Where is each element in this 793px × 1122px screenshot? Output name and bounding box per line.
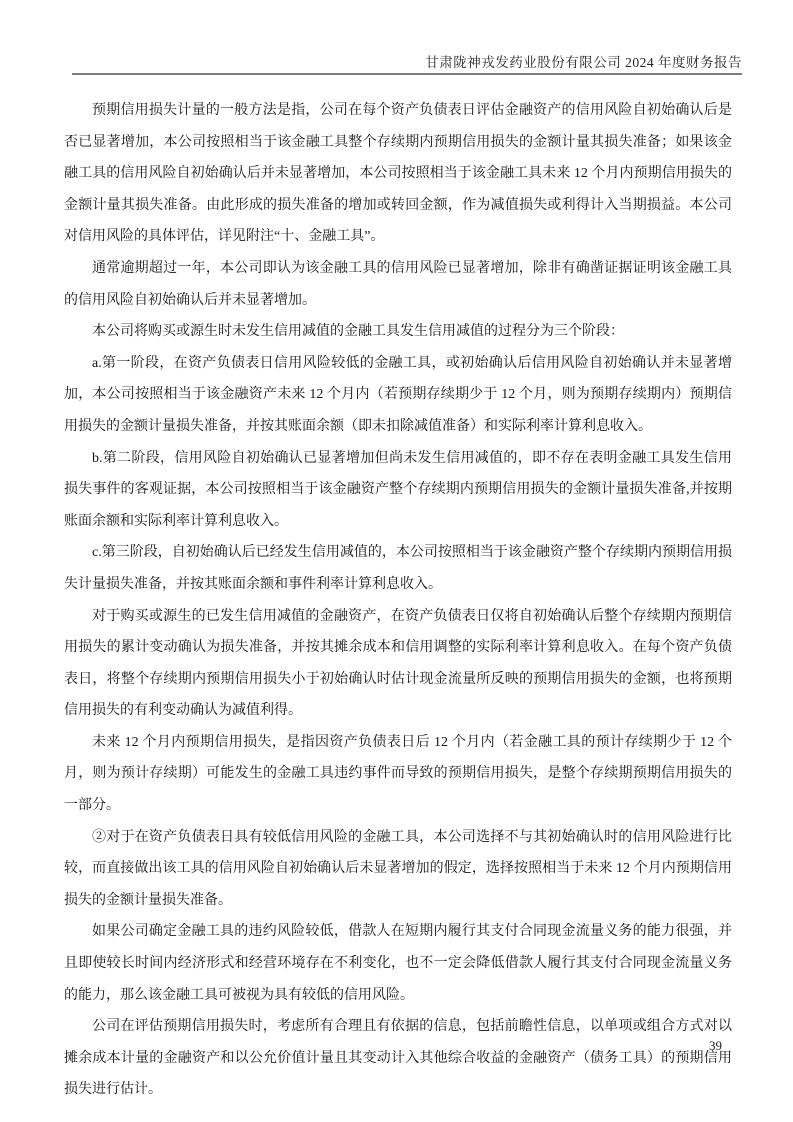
page-header-title: 甘肃陇神戎发药业股份有限公司 2024 年度财务报告 bbox=[425, 55, 742, 70]
document-body bbox=[64, 95, 732, 1106]
paragraph: 通常逾期超过一年，本公司即认为该金融工具的信用风险已显著增加，除非有确凿证据证明该金融工具的信用风险自初始确认后并未显著增加。 bbox=[64, 260, 732, 308]
paragraph: 预期信用损失计量的一般方法是指，公司在每个资产负债表日评估金融资产的信用风险自初始确认后是否已显著增加，本公司按照相当于该金融工具整个存续期内预期信用损失的金额计量其损失准备；如果该金融工具的信用风险自初始确认后并未显著增加，本公司按照相当于该金融工具未来 12 个月内预期信用损失的金额计量其损失准备。由此形成的损失准备的增加或转回金额，作为减值损失或利得计入当期损益。本公司对信用风险的具体评估，详见附注“十、金融工具”。 bbox=[64, 103, 732, 245]
paragraph: ②对于在资产负债表日具有较低信用风险的金融工具，本公司选择不与其初始确认时的信用风险进行比较，而直接做出该工具的信用风险自初始确认后未显著增加的假定，选择按照相当于未来 12 个月内预期信用损失的金额计量损失准备。 bbox=[64, 829, 732, 908]
paragraph-stage-c: c.第三阶段，自初始确认后已经发生信用减值的，本公司按照相当于该金融资产整个存续期内预期信用损失计量损失准备，并按其账面余额和事件利率计算利息收入。 bbox=[64, 545, 732, 592]
paragraph: 本公司将购买或源生时未发生信用减值的金融工具发生信用减值的过程分为三个阶段： bbox=[92, 324, 624, 340]
header-divider bbox=[72, 73, 742, 75]
page-number: 39 bbox=[709, 1038, 722, 1053]
paragraph-stage-b: b.第二阶段，信用风险自初始确认已显著增加但尚未发生信用减值的，即不存在表明金融工具发生信用损失事件的客观证据，本公司按照相当于该金融资产整个存续期内预期信用损失的金额计量损失准备,并按期账面余额和实际利率计算利息收入。 bbox=[64, 450, 732, 529]
paragraph: 对于购买或源生的已发生信用减值的金融资产，在资产负债表日仅将自初始确认后整个存续期内预期信用损失的累计变动确认为损失准备，并按其摊余成本和信用调整的实际利率计算利息收入。在每个资产负债表日，将整个存续期内预期信用损失小于初始确认时估计现金流量所反映的预期信用损失的金额，也将预期信用损失的有利变动确认为减值利得。 bbox=[64, 608, 732, 719]
paragraph: 未来 12 个月内预期信用损失，是指因资产负债表日后 12 个月内（若金融工具的预计存续期少于 12 个月，则为预计存续期）可能发生的金融工具违约事件而导致的预期信用损失，是整个存续期预期信用损失的一部分。 bbox=[64, 734, 732, 814]
paragraph: 如果公司确定金融工具的违约风险较低，借款人在短期内履行其支付合同现金流量义务的能力很强，并且即使较长时间内经济形式和经营环境存在不利变化，也不一定会降低借款人履行其支付合同现金流量义务的能力，那么该金融工具可被视为具有较低的信用风险。 bbox=[64, 924, 732, 1003]
paragraph-stage-a: a.第一阶段，在资产负债表日信用风险较低的金融工具，或初始确认后信用风险自初始确认并未显著增加，本公司按照相当于该金融资产未来 12 个月内（若预期存续期少于 12 个月，则为预期存续期内）预期信用损失的金额计量损失准备，并按其账面余额（即未扣除减值准备）和实际利率计算利息收入。 bbox=[64, 355, 732, 434]
paragraph: 公司在评估预期信用损失时，考虑所有合理且有依据的信息，包括前瞻性信息，以单项或组合方式对以摊余成本计量的金融资产和以公允价值计量且其变动计入其他综合收益的金融资产（债务工具）的预期信用损失进行估计。 bbox=[64, 1019, 732, 1098]
